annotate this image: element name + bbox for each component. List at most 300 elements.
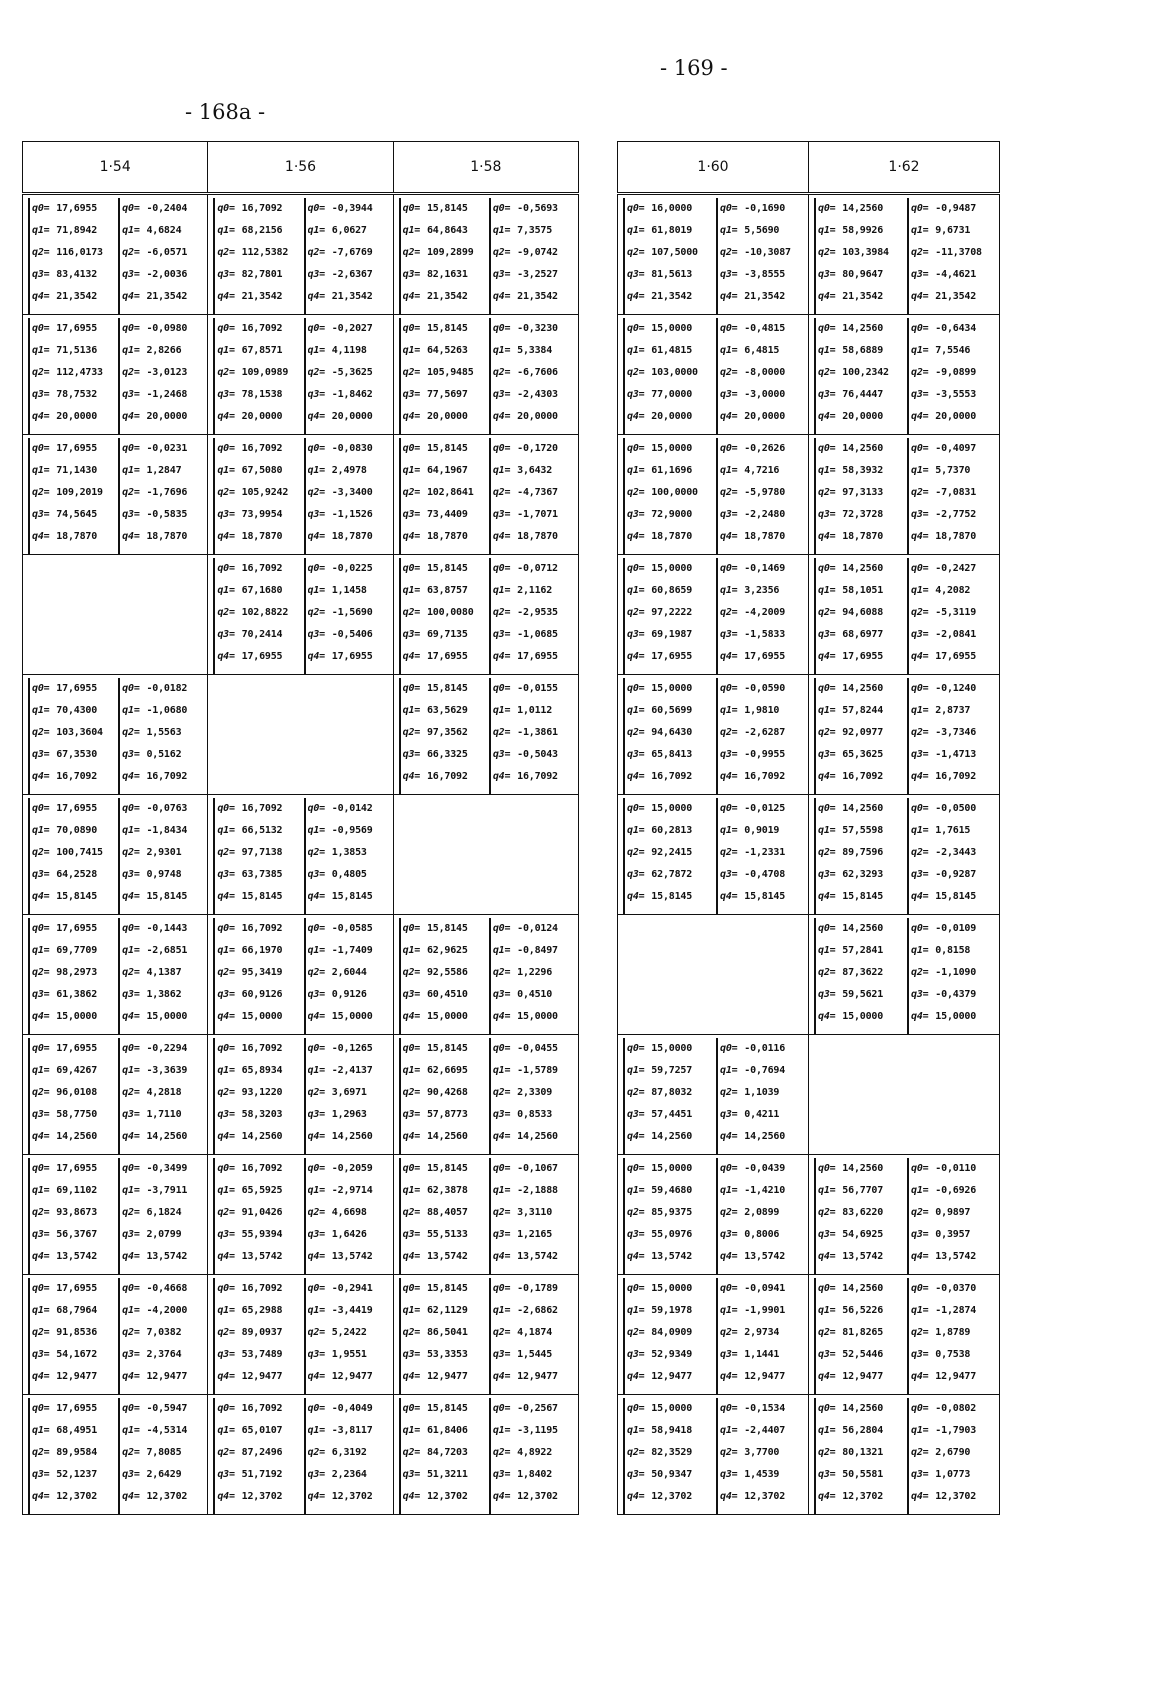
coefficient-line: q2= -4,2009 [720, 607, 786, 618]
coefficient-line: q2= 87,8032 [627, 1087, 693, 1098]
coefficient-cell [809, 194, 1000, 315]
coefficient-value: -0,1789 [517, 1283, 558, 1294]
coefficient-value: 80,1321 [842, 1447, 884, 1458]
coefficient-value: 1,9551 [331, 1349, 367, 1360]
coefficient-line: q1= 61,8406 [402, 1425, 468, 1436]
coefficient-value: 51,7192 [241, 1469, 283, 1480]
coefficient-line: q1= -3,3639 [122, 1065, 188, 1076]
value-column [623, 558, 712, 674]
value-column [213, 558, 299, 674]
coefficient-value: 53,3353 [426, 1349, 468, 1360]
coefficient-value: 14,2560 [331, 1131, 373, 1142]
coefficient-value: 60,4510 [426, 989, 468, 1000]
coefficient-value: 90,4268 [426, 1087, 468, 1098]
value-column [814, 558, 903, 674]
coefficient-line: q3= 52,1237 [32, 1469, 98, 1480]
coefficient-value: -0,0182 [146, 683, 188, 694]
coefficient-line: q4= 15,8145 [627, 891, 693, 902]
coefficient-value: 91,8536 [56, 1327, 98, 1338]
coefficient-line: q0= 15,8145 [402, 563, 468, 574]
coefficient-line: q4= 17,6955 [720, 651, 786, 662]
coefficient-value: 54,6925 [842, 1229, 884, 1240]
coefficient-line: q1= 64,8643 [402, 225, 468, 236]
coefficient-value: 57,4451 [651, 1109, 693, 1120]
coefficient-line: q4= 18,7870 [911, 531, 977, 542]
value-column [814, 798, 903, 914]
coefficient-line: q0= 15,0000 [627, 1163, 693, 1174]
coefficient-line: q3= 2,3764 [122, 1349, 182, 1360]
value-column [716, 1398, 805, 1514]
coefficient-line: q3= 68,6977 [818, 629, 884, 640]
coefficient-value: 65,8413 [651, 749, 693, 760]
coefficient-value: 2,0899 [744, 1207, 780, 1218]
coefficient-value: -0,5693 [517, 203, 558, 214]
coefficient-cell [208, 555, 393, 675]
coefficient-value: 18,7870 [744, 531, 786, 542]
coefficient-value: 15,8145 [935, 891, 977, 902]
coefficient-line: q2= 89,9584 [32, 1447, 98, 1458]
coefficient-value: 16,7092 [241, 443, 283, 454]
coefficient-line: q2= 95,3419 [217, 967, 283, 978]
coefficient-line: q1= 69,1102 [32, 1185, 98, 1196]
value-column [28, 678, 114, 794]
coefficient-line: q4= 12,9477 [122, 1371, 188, 1382]
value-column [213, 1278, 299, 1394]
coefficient-value: 1,3853 [331, 847, 367, 858]
coefficient-value: 82,3529 [651, 1447, 693, 1458]
coefficient-line: q1= 2,1162 [492, 585, 553, 596]
coefficient-value: -1,7903 [935, 1425, 977, 1436]
value-column [716, 558, 805, 674]
coefficient-value: 21,3542 [842, 291, 884, 302]
coefficient-value: 16,0000 [651, 203, 693, 214]
coefficient-line: q4= 14,2560 [627, 1131, 693, 1142]
coefficient-line: q3= 80,9647 [818, 269, 884, 280]
coefficient-line: q4= 12,9477 [627, 1371, 693, 1382]
coefficient-value: -1,0680 [146, 705, 188, 716]
value-column [623, 1158, 712, 1274]
coefficient-line: q4= 14,2560 [402, 1131, 468, 1142]
coefficient-value: 17,6955 [935, 651, 977, 662]
coefficient-line: q1= 65,0107 [217, 1425, 283, 1436]
coefficient-value: -0,1469 [744, 563, 786, 574]
coefficient-line: q4= 16,7092 [122, 771, 188, 782]
coefficient-value: 81,5613 [651, 269, 693, 280]
coefficient-value: 20,0000 [935, 411, 977, 422]
coefficient-value: 16,7092 [426, 771, 468, 782]
coefficient-line: q0= 15,8145 [402, 1163, 468, 1174]
coefficient-line: q3= 59,5621 [818, 989, 884, 1000]
coefficient-line: q3= 0,4510 [492, 989, 553, 1000]
coefficient-value: 18,7870 [935, 531, 977, 542]
coefficient-line: q4= 12,9477 [32, 1371, 98, 1382]
coefficient-line: q4= 14,2560 [720, 1131, 786, 1142]
coefficient-line: q2= 89,7596 [818, 847, 884, 858]
coefficient-value: 21,3542 [426, 291, 468, 302]
coefficient-line: q4= 20,0000 [307, 411, 373, 422]
coefficient-value: 1,7110 [146, 1109, 182, 1120]
coefficient-line: q1= 71,8942 [32, 225, 98, 236]
coefficient-line: q2= 2,6790 [911, 1447, 971, 1458]
value-column [304, 798, 390, 914]
coefficient-line: q4= 12,9477 [720, 1371, 786, 1382]
coefficient-line: q0= 16,7092 [217, 803, 283, 814]
coefficient-line: q4= 16,7092 [720, 771, 786, 782]
coefficient-line: q0= 14,2560 [818, 1403, 884, 1414]
coefficient-value: -3,2527 [517, 269, 558, 280]
coefficient-value: -0,1240 [935, 683, 977, 694]
coefficient-value: -0,2027 [331, 323, 373, 334]
coefficient-value: 84,7203 [426, 1447, 468, 1458]
coefficient-value: 16,7092 [241, 803, 283, 814]
coefficient-value: 70,2414 [241, 629, 283, 640]
coefficient-value: 17,6955 [331, 651, 373, 662]
coefficient-line: q0= -0,3499 [122, 1163, 188, 1174]
coefficient-line: q1= 9,6731 [911, 225, 971, 236]
coefficient-value: 6,1824 [146, 1207, 182, 1218]
coefficient-value: 0,9748 [146, 869, 182, 880]
value-column [118, 1398, 204, 1514]
value-column [907, 318, 996, 434]
coefficient-value: 76,4447 [842, 389, 884, 400]
coefficient-value: -2,0036 [146, 269, 188, 280]
coefficient-line: q1= -0,9569 [307, 825, 373, 836]
coefficient-value: 0,4211 [744, 1109, 780, 1120]
coefficient-value: 14,2560 [842, 683, 884, 694]
coefficient-value: -0,1067 [517, 1163, 558, 1174]
coefficient-value: -0,4097 [935, 443, 977, 454]
coefficient-line: q0= 16,7092 [217, 1403, 283, 1414]
coefficient-value: -8,0000 [744, 367, 786, 378]
coefficient-value: 14,2560 [842, 563, 884, 574]
coefficient-line: q4= 20,0000 [818, 411, 884, 422]
value-column [118, 678, 204, 794]
coefficient-value: 12,3702 [744, 1491, 786, 1502]
coefficient-value: 15,8145 [426, 443, 468, 454]
coefficient-value: 16,7092 [241, 203, 283, 214]
value-column [623, 438, 712, 554]
coefficient-line: q2= 2,0899 [720, 1207, 780, 1218]
coefficient-line: q3= -2,6367 [307, 269, 373, 280]
coefficient-line: q0= -0,2626 [720, 443, 786, 454]
coefficient-value: -1,8434 [146, 825, 188, 836]
coefficient-value: 1,5563 [146, 727, 182, 738]
coefficient-value: 15,0000 [146, 1011, 188, 1022]
coefficient-line: q0= 17,6955 [32, 1163, 98, 1174]
coefficient-line: q0= 15,0000 [627, 803, 693, 814]
coefficient-line: q2= 93,1220 [217, 1087, 283, 1098]
coefficient-value: -1,3861 [517, 727, 558, 738]
coefficient-value: 5,3384 [517, 345, 553, 356]
right-coefficient-table [617, 141, 1000, 1515]
coefficient-line: q1= -2,4407 [720, 1425, 786, 1436]
coefficient-line: q0= 15,8145 [402, 203, 468, 214]
coefficient-value: -1,5789 [517, 1065, 558, 1076]
coefficient-value: -2,2480 [744, 509, 786, 520]
coefficient-value: -3,8555 [744, 269, 786, 280]
coefficient-line: q1= 58,9926 [818, 225, 884, 236]
table-row [23, 1155, 579, 1275]
coefficient-line: q0= 14,2560 [818, 203, 884, 214]
coefficient-value: 0,3957 [935, 1229, 971, 1240]
column-header: 1·60 [618, 142, 809, 194]
coefficient-line: q1= 1,7615 [911, 825, 971, 836]
coefficient-value: -0,0830 [331, 443, 373, 454]
coefficient-value: -0,4815 [744, 323, 786, 334]
coefficient-line: q1= 61,1696 [627, 465, 693, 476]
coefficient-line: q0= -0,0802 [911, 1403, 977, 1414]
coefficient-cell [23, 315, 208, 435]
coefficient-line: q3= 57,8773 [402, 1109, 468, 1120]
coefficient-value: -2,9535 [517, 607, 558, 618]
coefficient-value: 18,7870 [56, 531, 98, 542]
coefficient-value: -0,0500 [935, 803, 977, 814]
coefficient-value: 17,6955 [56, 1403, 98, 1414]
coefficient-cell [618, 675, 809, 795]
coefficient-value: 69,1102 [56, 1185, 98, 1196]
coefficient-line: q1= 0,8158 [911, 945, 971, 956]
coefficient-value: -5,3625 [331, 367, 373, 378]
coefficient-value: 17,6955 [56, 803, 98, 814]
coefficient-line: q3= -1,7071 [492, 509, 558, 520]
coefficient-line: q3= 1,2963 [307, 1109, 367, 1120]
coefficient-line: q2= 109,0989 [217, 367, 289, 378]
coefficient-line: q3= -0,9287 [911, 869, 977, 880]
coefficient-line: q2= 87,2496 [217, 1447, 283, 1458]
coefficient-line: q1= 6,4815 [720, 345, 780, 356]
coefficient-value: 3,6971 [331, 1087, 367, 1098]
coefficient-line: q4= 21,3542 [911, 291, 977, 302]
coefficient-value: -0,0231 [146, 443, 188, 454]
coefficient-line: q2= 103,3604 [32, 727, 103, 738]
coefficient-line: q3= 0,4211 [720, 1109, 780, 1120]
coefficient-line: q1= -3,4419 [307, 1305, 373, 1316]
coefficient-value: 17,6955 [56, 1043, 98, 1054]
coefficient-line: q4= 20,0000 [627, 411, 693, 422]
coefficient-line: q4= 21,3542 [32, 291, 98, 302]
coefficient-line: q0= -0,2059 [307, 1163, 373, 1174]
coefficient-value: 17,6955 [56, 923, 98, 934]
coefficient-value: 61,8019 [651, 225, 693, 236]
coefficient-line: q2= 80,1321 [818, 1447, 884, 1458]
coefficient-line: q2= -4,7367 [492, 487, 558, 498]
coefficient-line: q1= -1,9901 [720, 1305, 786, 1316]
coefficient-value: 15,8145 [426, 1403, 468, 1414]
coefficient-line: q3= -3,5553 [911, 389, 977, 400]
coefficient-value: -1,7696 [146, 487, 188, 498]
coefficient-line: q3= 1,9551 [307, 1349, 367, 1360]
coefficient-line: q2= 1,1039 [720, 1087, 780, 1098]
coefficient-line: q1= -1,5789 [492, 1065, 558, 1076]
coefficient-line: q2= 103,3984 [818, 247, 889, 258]
value-column [623, 798, 712, 914]
coefficient-line: q2= 86,5041 [402, 1327, 468, 1338]
coefficient-line: q4= 12,3702 [720, 1491, 786, 1502]
coefficient-line: q3= 1,5445 [492, 1349, 553, 1360]
value-column [716, 678, 805, 794]
coefficient-value: 109,0989 [241, 367, 289, 378]
coefficient-value: 1,1441 [744, 1349, 780, 1360]
coefficient-line: q4= 15,8145 [307, 891, 373, 902]
coefficient-value: 57,5598 [842, 825, 884, 836]
coefficient-line: q1= 59,7257 [627, 1065, 693, 1076]
coefficient-line: q4= 15,8145 [217, 891, 283, 902]
coefficient-line: q0= -0,1720 [492, 443, 558, 454]
coefficient-value: 15,0000 [651, 1283, 693, 1294]
coefficient-line: q4= 12,3702 [307, 1491, 373, 1502]
coefficient-value: -1,0685 [517, 629, 558, 640]
coefficient-value: 82,7801 [241, 269, 283, 280]
coefficient-value: 0,9897 [935, 1207, 971, 1218]
coefficient-value: 2,6429 [146, 1469, 182, 1480]
coefficient-line: q4= 12,9477 [911, 1371, 977, 1382]
coefficient-value: 116,0173 [56, 247, 103, 258]
table-row [618, 675, 1000, 795]
coefficient-value: 62,3878 [426, 1185, 468, 1196]
coefficient-line: q3= 1,1441 [720, 1349, 780, 1360]
coefficient-line: q0= 15,8145 [402, 1403, 468, 1414]
coefficient-cell [809, 1395, 1000, 1515]
coefficient-line: q0= -0,5947 [122, 1403, 188, 1414]
coefficient-value: 15,0000 [842, 1011, 884, 1022]
coefficient-line: q3= 0,9748 [122, 869, 182, 880]
coefficient-line: q2= -1,1090 [911, 967, 977, 978]
coefficient-line: q2= 94,6430 [627, 727, 693, 738]
empty-cell [393, 795, 578, 915]
coefficient-line: q2= 112,5382 [217, 247, 289, 258]
coefficient-line: q0= -0,0500 [911, 803, 977, 814]
coefficient-line: q4= 16,7092 [627, 771, 693, 782]
coefficient-value: 1,9810 [744, 705, 780, 716]
coefficient-line: q1= 2,8266 [122, 345, 182, 356]
coefficient-line: q4= 18,7870 [217, 531, 283, 542]
coefficient-value: -0,0439 [744, 1163, 786, 1174]
coefficient-line: q4= 21,3542 [818, 291, 884, 302]
coefficient-line: q0= -0,3230 [492, 323, 558, 334]
coefficient-line: q3= 62,3293 [818, 869, 884, 880]
coefficient-value: 20,0000 [241, 411, 283, 422]
coefficient-line: q3= 72,3728 [818, 509, 884, 520]
coefficient-cell [23, 435, 208, 555]
value-column [907, 558, 996, 674]
coefficient-cell [208, 435, 393, 555]
coefficient-value: 83,6220 [842, 1207, 884, 1218]
coefficient-line: q3= 64,2528 [32, 869, 98, 880]
coefficient-line: q1= 63,8757 [402, 585, 468, 596]
coefficient-line: q1= 64,5263 [402, 345, 468, 356]
coefficient-line: q0= -0,0590 [720, 683, 786, 694]
coefficient-value: -2,4137 [331, 1065, 373, 1076]
coefficient-value: -0,0455 [517, 1043, 558, 1054]
coefficient-line: q3= -2,0841 [911, 629, 977, 640]
coefficient-value: 87,8032 [651, 1087, 693, 1098]
coefficient-value: -0,0109 [935, 923, 977, 934]
coefficient-line: q0= 16,7092 [217, 323, 283, 334]
coefficient-value: 7,3575 [517, 225, 553, 236]
coefficient-value: -0,2427 [935, 563, 977, 574]
coefficient-value: -2,7752 [935, 509, 977, 520]
coefficient-value: -1,9901 [744, 1305, 786, 1316]
coefficient-line: q4= 13,5742 [32, 1251, 98, 1262]
coefficient-value: 60,2813 [651, 825, 693, 836]
coefficient-line: q3= -0,5406 [307, 629, 373, 640]
coefficient-line: q4= 16,7092 [32, 771, 98, 782]
value-column [399, 1158, 485, 1274]
coefficient-value: -0,0585 [331, 923, 373, 934]
coefficient-cell [23, 795, 208, 915]
coefficient-value: -3,5553 [935, 389, 977, 400]
coefficient-value: -3,3639 [146, 1065, 188, 1076]
coefficient-line: q3= 83,4132 [32, 269, 98, 280]
coefficient-value: 61,3862 [56, 989, 98, 1000]
coefficient-line: q2= 103,0000 [627, 367, 698, 378]
coefficient-value: 15,8145 [56, 891, 98, 902]
coefficient-line: q3= 53,3353 [402, 1349, 468, 1360]
coefficient-cell [809, 555, 1000, 675]
coefficient-cell [618, 315, 809, 435]
coefficient-value: 13,5742 [146, 1251, 188, 1262]
coefficient-line: q1= -4,5314 [122, 1425, 188, 1436]
coefficient-line: q2= 4,1387 [122, 967, 182, 978]
coefficient-line: q2= 85,9375 [627, 1207, 693, 1218]
table-row [23, 555, 579, 675]
coefficient-value: -0,0116 [744, 1043, 786, 1054]
coefficient-line: q0= 14,2560 [818, 443, 884, 454]
coefficient-value: 56,3767 [56, 1229, 98, 1240]
table-row [618, 1275, 1000, 1395]
coefficient-value: 17,6955 [241, 651, 283, 662]
coefficient-line: q1= 2,4978 [307, 465, 367, 476]
coefficient-cell [23, 1155, 208, 1275]
coefficient-line: q2= -3,7346 [911, 727, 977, 738]
value-column [814, 918, 903, 1034]
coefficient-line: q1= 4,7216 [720, 465, 780, 476]
coefficient-line: q2= -10,3087 [720, 247, 791, 258]
coefficient-line: q0= -0,6434 [911, 323, 977, 334]
coefficient-value: -5,9780 [744, 487, 786, 498]
coefficient-value: -3,0000 [744, 389, 786, 400]
coefficient-value: 14,2560 [56, 1131, 98, 1142]
coefficient-line: q2= 91,0426 [217, 1207, 283, 1218]
coefficient-value: 14,2560 [651, 1131, 693, 1142]
coefficient-cell [393, 1155, 578, 1275]
coefficient-value: 68,2156 [241, 225, 283, 236]
coefficient-value: 5,7370 [935, 465, 971, 476]
table-row [618, 555, 1000, 675]
value-column [118, 1038, 204, 1154]
coefficient-cell [208, 194, 393, 315]
coefficient-line: q0= 15,8145 [402, 1283, 468, 1294]
coefficient-line: q0= 14,2560 [818, 1283, 884, 1294]
coefficient-line: q3= -0,5043 [492, 749, 558, 760]
coefficient-value: 1,2847 [146, 465, 182, 476]
coefficient-value: -0,0125 [744, 803, 786, 814]
coefficient-value: -2,4407 [744, 1425, 786, 1436]
coefficient-value: 4,1198 [331, 345, 367, 356]
coefficient-value: 12,9477 [744, 1371, 786, 1382]
coefficient-line: q4= 12,3702 [32, 1491, 98, 1502]
table-row [618, 795, 1000, 915]
coefficient-cell [618, 1395, 809, 1515]
coefficient-value: -9,0899 [935, 367, 977, 378]
coefficient-value: 87,3622 [842, 967, 884, 978]
coefficient-line: q4= 17,6955 [818, 651, 884, 662]
coefficient-value: 93,1220 [241, 1087, 283, 1098]
coefficient-line: q3= 1,0773 [911, 1469, 971, 1480]
coefficient-line: q2= -8,0000 [720, 367, 786, 378]
coefficient-value: 100,0000 [651, 487, 698, 498]
coefficient-line: q3= 65,8413 [627, 749, 693, 760]
